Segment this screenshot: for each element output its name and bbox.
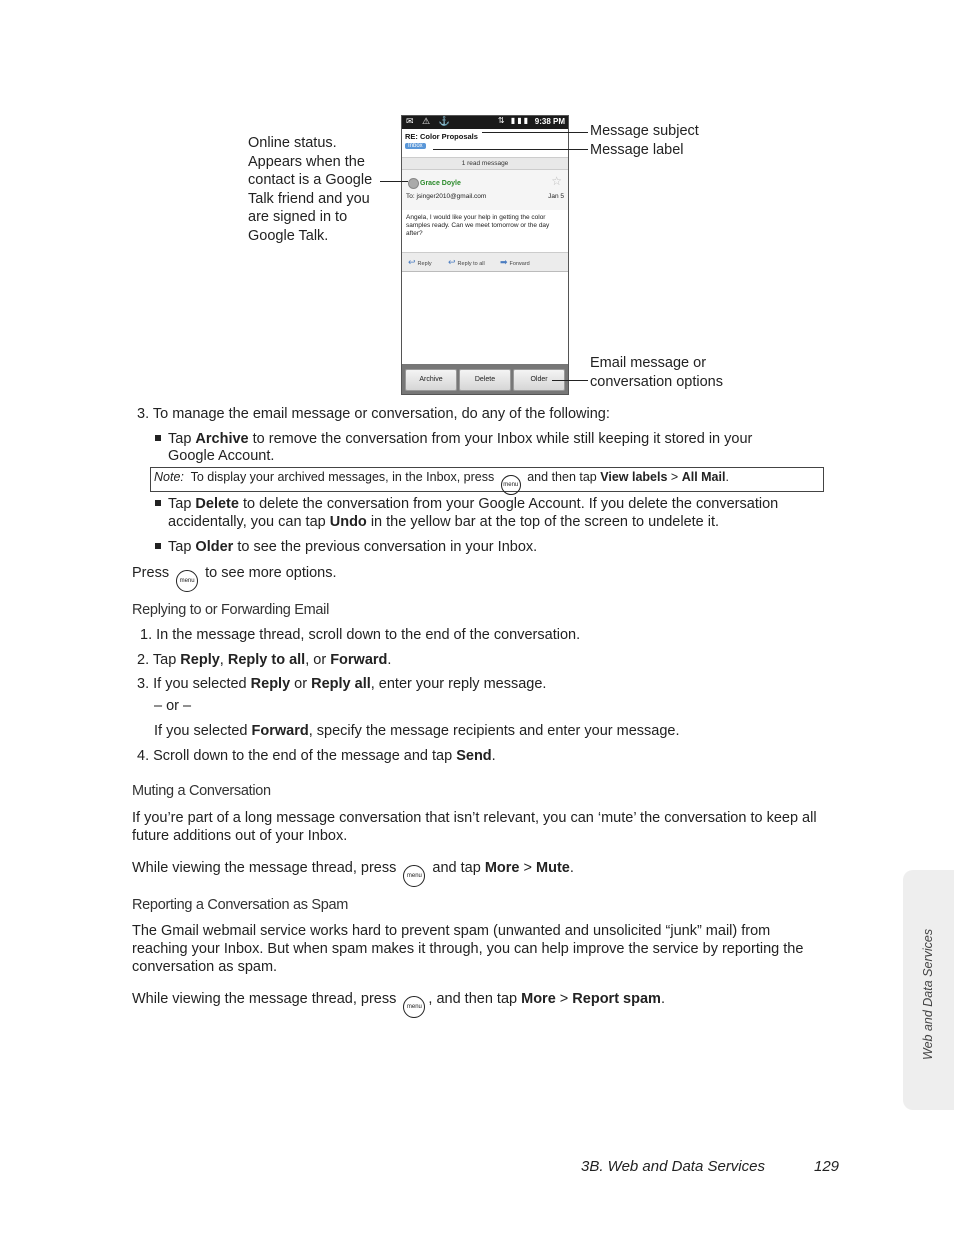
- text: accidentally, you can tap: [168, 514, 330, 530]
- separator: >: [670, 470, 679, 484]
- status-time: 9:38 PM: [534, 117, 565, 126]
- reply-button[interactable]: ↩ Reply: [408, 257, 432, 267]
- text: If you selected: [153, 676, 251, 692]
- callout-leader: [433, 149, 588, 150]
- text: Scroll down to the end of the message and tap: [153, 748, 457, 764]
- text: While viewing the message thread, press: [132, 860, 397, 876]
- section-side-tab: [903, 870, 954, 1110]
- side-tab-label: Web and Data Services: [921, 928, 935, 1060]
- menu-key-icon: menu: [403, 865, 425, 887]
- callout-line: Email message or: [590, 355, 707, 371]
- step-3: [137, 405, 610, 423]
- spam-paragraph-line: The Gmail webmail service works hard to prevent spam (unwanted and unsolicited “junk” mail) from: [132, 923, 771, 939]
- text: to delete the conversation from your Google Account. If you delete the conversation: [238, 496, 779, 512]
- forward-button[interactable]: ➡ Forward: [500, 257, 530, 267]
- notification-icons: ✉ ⚠ ⚓: [406, 116, 453, 126]
- online-status-icon: [408, 178, 419, 189]
- bullet-icon: [155, 500, 161, 506]
- mute-instruction: [132, 859, 574, 887]
- spam-paragraph-line: reaching your Inbox. But when spam makes it through, you can help improve the service by reporting the: [132, 941, 804, 957]
- text: .: [569, 860, 574, 876]
- older-button[interactable]: Older: [513, 369, 565, 391]
- text: Press: [132, 565, 170, 581]
- step-number: 4.: [137, 748, 150, 764]
- forward-icon: ➡: [500, 257, 508, 267]
- reply-step-2: [137, 651, 391, 669]
- callout-leader: [552, 380, 588, 381]
- press-menu-line: [132, 564, 337, 592]
- spam-paragraph-line: conversation as spam.: [132, 959, 278, 975]
- bullet-older: [155, 538, 537, 556]
- all-mail-term: All Mail: [681, 470, 726, 484]
- text: If you selected: [154, 723, 252, 739]
- reply-all-term: Reply to all: [227, 652, 306, 668]
- bullet-icon: [155, 435, 161, 441]
- text: to remove the conversation from your Inbox while still keeping it stored in your: [248, 431, 753, 447]
- reply-step-1: [140, 626, 580, 644]
- options-callout: [590, 354, 723, 391]
- step-number: 3.: [137, 676, 150, 692]
- reply-icon: ↩: [408, 257, 416, 267]
- spam-instruction: [132, 990, 665, 1018]
- reply-all-term: Reply all: [311, 676, 371, 692]
- text: .: [660, 991, 665, 1007]
- forward-term: Forward: [251, 723, 309, 739]
- reply-step-3: [137, 675, 546, 693]
- message-body: Angela, I would like your help in getting the color samples ready. Can we meet tomorrow or the day after?: [402, 210, 568, 258]
- text: ,: [219, 652, 224, 668]
- bullet-archive-cont: Google Account.: [168, 448, 275, 464]
- text: .: [491, 748, 496, 764]
- or-line: – or –: [154, 698, 192, 714]
- message-actions: [402, 252, 568, 271]
- text: in the yellow bar at the top of the screen to undelete it.: [366, 514, 720, 530]
- signal-icons: ⇅ ▮▮▮: [497, 116, 530, 125]
- text: , or: [305, 652, 331, 668]
- note-label: Note:: [154, 470, 184, 484]
- send-term: Send: [456, 748, 492, 764]
- callout-line: Online status.: [248, 135, 337, 151]
- step-number: 2.: [137, 652, 150, 668]
- delete-button[interactable]: Delete: [459, 369, 511, 391]
- text: , specify the message recipients and enter your message.: [308, 723, 680, 739]
- bullet-icon: [155, 543, 161, 549]
- menu-key-icon: menu: [176, 570, 198, 592]
- callout-line: Talk friend and you: [248, 190, 370, 207]
- report-spam-term: Report spam: [572, 991, 661, 1007]
- read-message-bar[interactable]: 1 read message: [402, 157, 568, 170]
- older-term: Older: [195, 539, 234, 555]
- archive-button[interactable]: Archive: [405, 369, 457, 391]
- message-subject: RE: Color Proposals: [405, 132, 478, 141]
- mute-term: Mute: [536, 860, 570, 876]
- text: .: [387, 652, 392, 668]
- text: to see more options.: [205, 565, 337, 581]
- note-text: [154, 470, 729, 495]
- more-term: More: [484, 860, 520, 876]
- separator: >: [559, 991, 569, 1007]
- text: and tap: [432, 860, 481, 876]
- text: Tap: [168, 431, 196, 447]
- reply-all-icon: ↩: [448, 257, 456, 267]
- step-text: To manage the email message or conversation, do any of the following:: [152, 406, 610, 422]
- text: To display your archived messages, in the Inbox, press: [190, 470, 495, 484]
- text: While viewing the message thread, press: [132, 991, 397, 1007]
- bullet-archive: [155, 430, 752, 448]
- callout-leader: [380, 181, 408, 182]
- bullet-delete-cont: [168, 513, 719, 531]
- star-icon[interactable]: ☆: [551, 174, 562, 188]
- text: , and then tap: [428, 991, 518, 1007]
- step-number: 3.: [137, 406, 150, 422]
- menu-key-icon: menu: [403, 996, 425, 1018]
- message-subject-callout: Message subject: [590, 123, 699, 139]
- recipient: To: jsinger2010@gmail.com: [406, 193, 487, 200]
- section-heading-mute: Muting a Conversation: [132, 783, 271, 799]
- forward-term: Forward: [330, 652, 388, 668]
- callout-leader: [482, 132, 588, 133]
- step-number: 1.: [140, 627, 153, 643]
- reply-term: Reply: [250, 676, 291, 692]
- text: Tap: [168, 539, 196, 555]
- callout-line: conversation options: [590, 373, 723, 390]
- text: or: [290, 676, 312, 692]
- phone-screenshot: [401, 115, 569, 395]
- message-card: [402, 170, 568, 272]
- separator: >: [523, 860, 532, 876]
- text: to see the previous conversation in your Inbox.: [233, 539, 538, 555]
- callout-line: Google Talk.: [248, 227, 329, 244]
- text: Tap: [152, 652, 181, 668]
- reply-step-3b: [154, 722, 679, 740]
- text: Tap: [168, 496, 196, 512]
- more-term: More: [521, 991, 556, 1007]
- footer-section: 3B. Web and Data Services: [581, 1158, 765, 1175]
- text: In the message thread, scroll down to the end of the conversation.: [156, 627, 581, 643]
- text: and then tap: [527, 470, 597, 484]
- message-label-callout: Message label: [590, 142, 684, 158]
- mute-paragraph-line: future additions out of your Inbox.: [132, 828, 348, 844]
- reply-all-button[interactable]: ↩ Reply to all: [448, 257, 485, 267]
- menu-key-icon: menu: [501, 475, 521, 495]
- text: .: [725, 470, 729, 484]
- callout-line: Appears when the: [248, 153, 365, 170]
- mute-paragraph-line: If you’re part of a long message conversation that isn’t relevant, you can ‘mute’ the conversation to keep all: [132, 810, 817, 826]
- delete-term: Delete: [195, 496, 239, 512]
- callout-line: are signed in to: [248, 209, 348, 226]
- online-status-callout: [248, 134, 372, 246]
- message-date: Jan 5: [548, 193, 564, 200]
- page-number: 129: [814, 1158, 840, 1175]
- reply-term: Reply: [180, 652, 220, 668]
- section-heading-spam: Reporting a Conversation as Spam: [132, 897, 349, 913]
- reply-step-4: [137, 747, 496, 765]
- note-box: [150, 467, 824, 492]
- bullet-delete: [155, 495, 778, 513]
- status-bar: [402, 116, 568, 129]
- section-heading-reply: Replying to or Forwarding Email: [132, 602, 330, 618]
- message-label[interactable]: Inbox: [405, 143, 426, 149]
- bottom-bar: [402, 364, 568, 394]
- undo-term: Undo: [329, 514, 367, 530]
- view-labels-term: View labels: [600, 470, 668, 484]
- text: , enter your reply message.: [370, 676, 547, 692]
- callout-line: contact is a Google: [248, 172, 373, 189]
- sender-name[interactable]: Grace Doyle: [420, 180, 461, 187]
- archive-term: Archive: [195, 431, 249, 447]
